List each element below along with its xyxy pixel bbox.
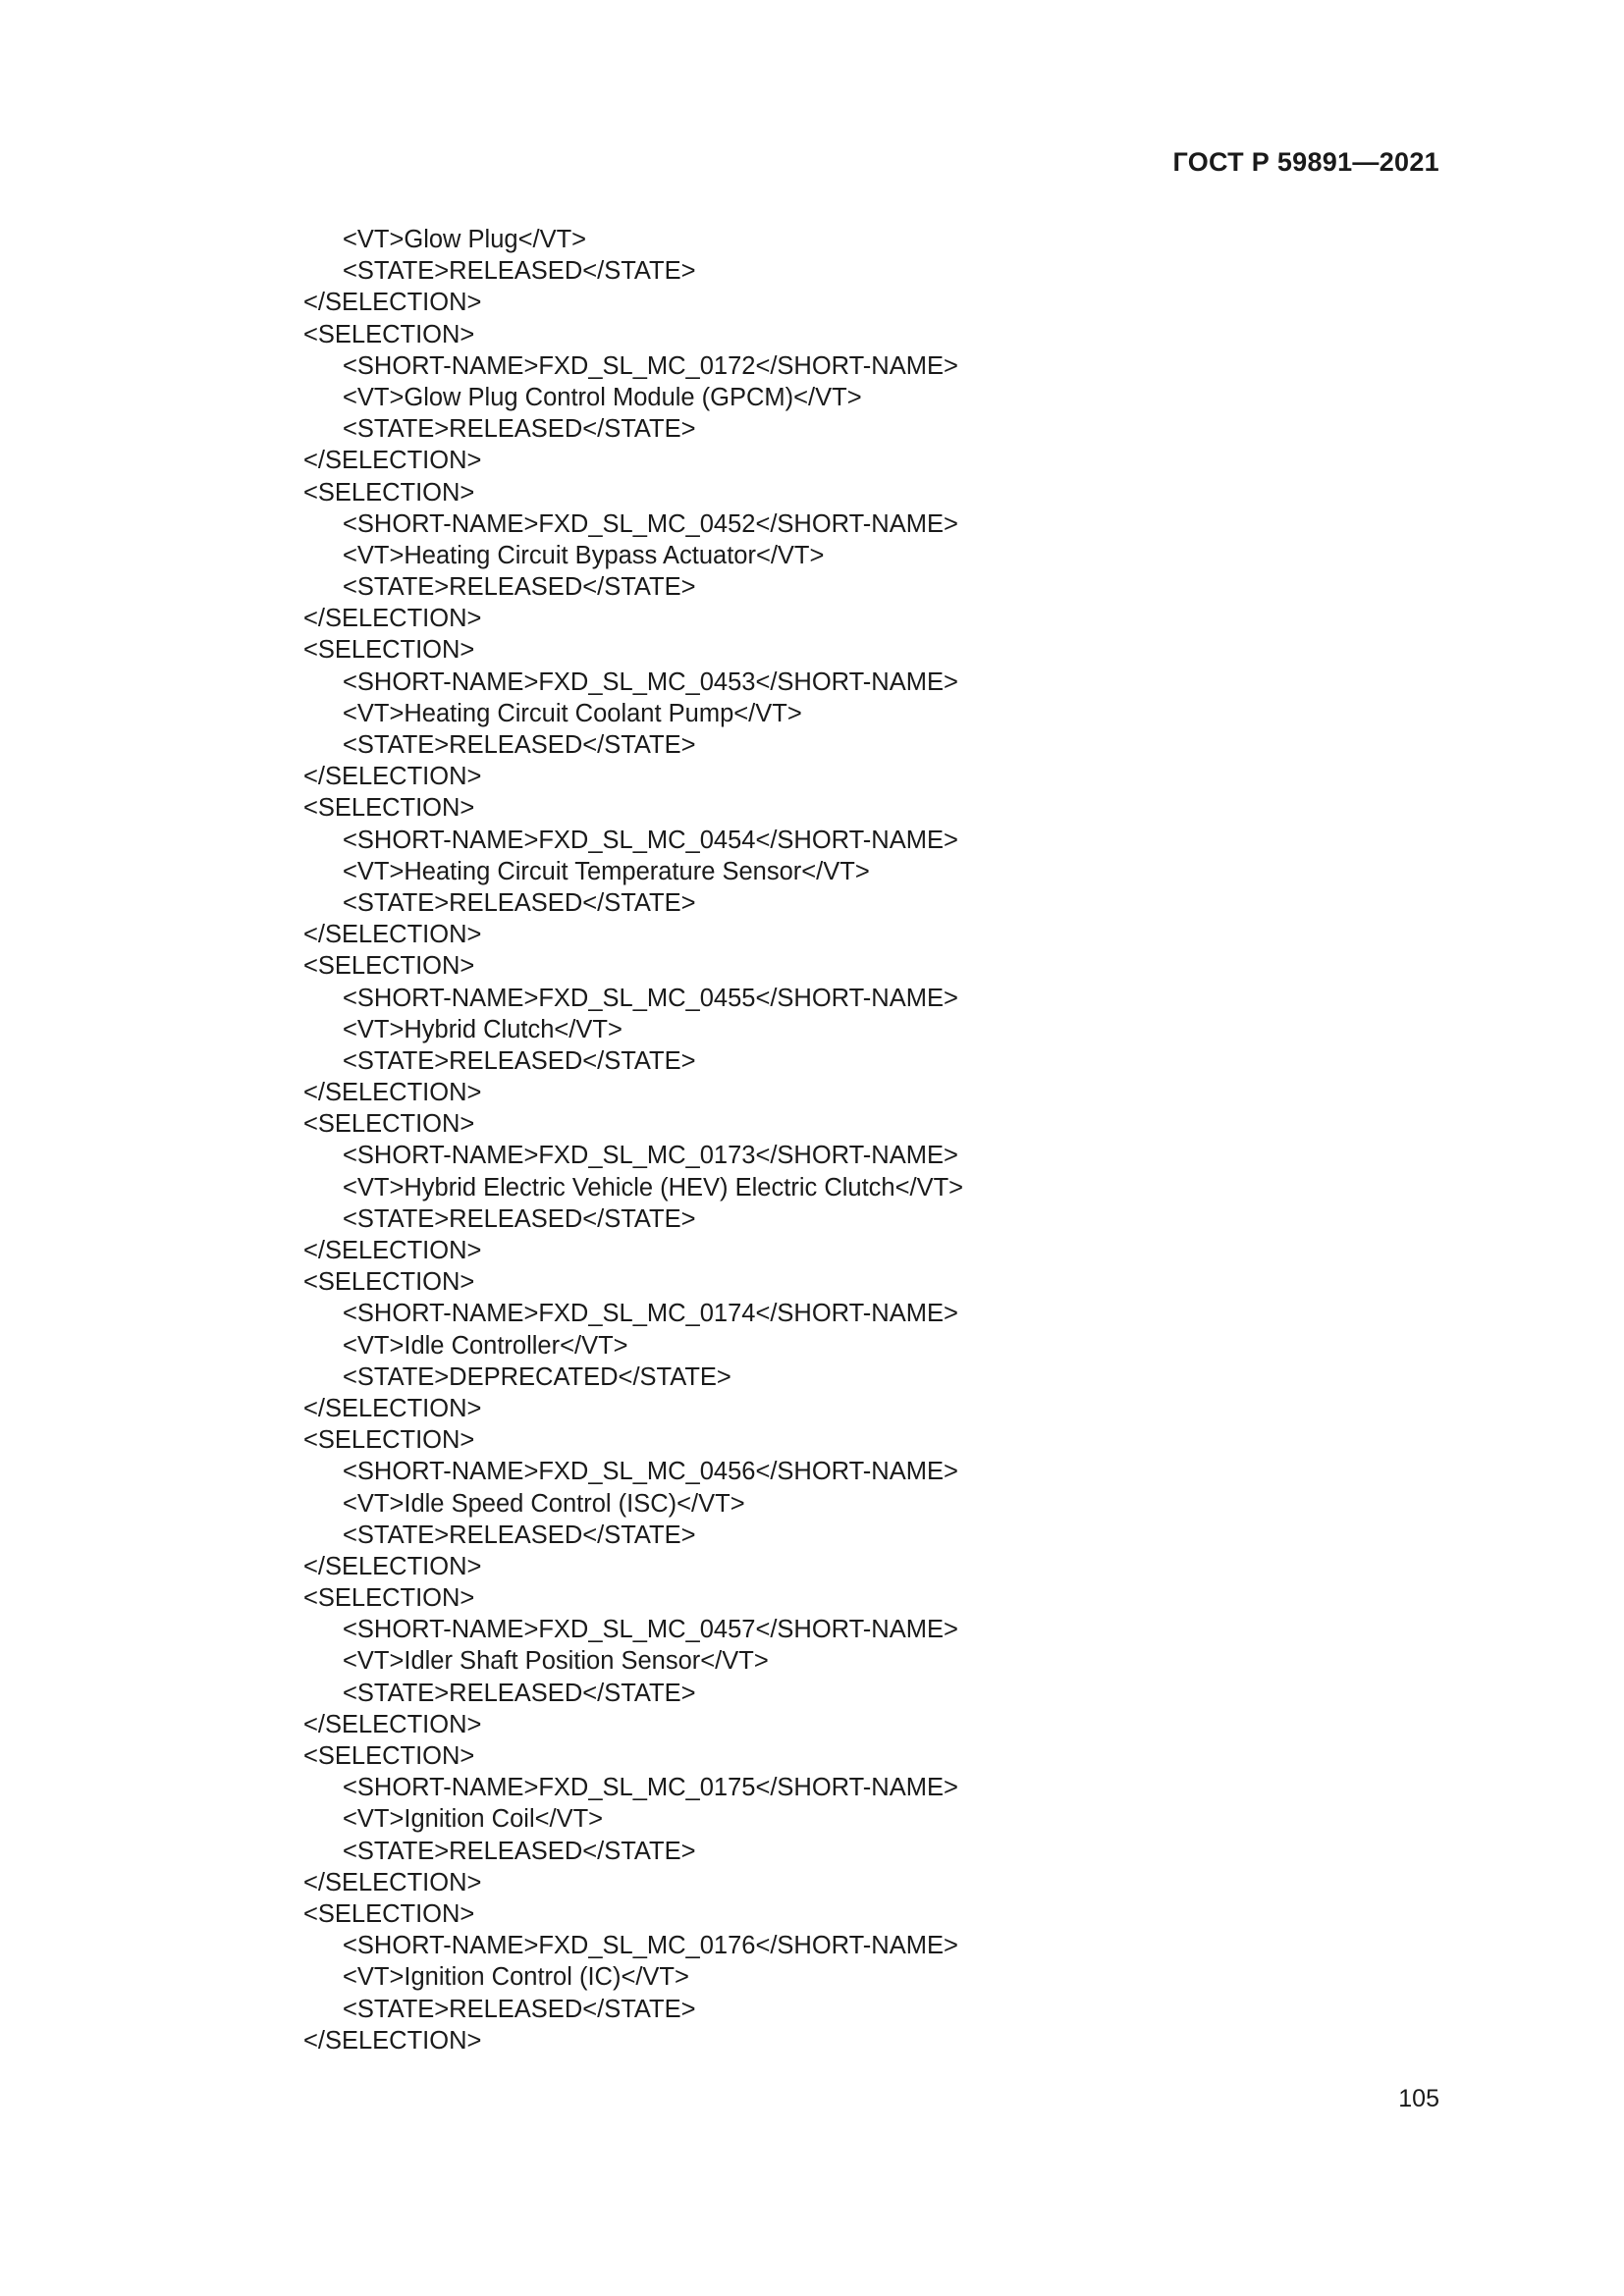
code-line: <STATE>RELEASED</STATE> [343,1837,696,1865]
code-line: <SHORT-NAME>FXD_SL_MC_0172</SHORT-NAME> [343,351,958,380]
code-line: </SELECTION> [303,1394,482,1422]
code-line: <SHORT-NAME>FXD_SL_MC_0455</SHORT-NAME> [343,984,958,1012]
code-line: </SELECTION> [303,605,482,633]
code-line: <SELECTION> [303,1426,475,1455]
code-line: <SHORT-NAME>FXD_SL_MC_0453</SHORT-NAME> [343,667,958,696]
code-line: </SELECTION> [303,2026,482,2055]
code-line: <SHORT-NAME>FXD_SL_MC_0173</SHORT-NAME> [343,1142,958,1170]
code-line: <SHORT-NAME>FXD_SL_MC_0176</SHORT-NAME> [343,1932,958,1960]
code-line: <SELECTION> [303,320,475,348]
code-line: <STATE>RELEASED</STATE> [343,415,696,444]
code-line: <STATE>RELEASED</STATE> [343,1679,696,1707]
code-line: </SELECTION> [303,1079,482,1107]
code-line: <STATE>RELEASED</STATE> [343,888,696,917]
code-line: <STATE>RELEASED</STATE> [343,1204,696,1233]
code-line: <VT>Heating Circuit Bypass Actuator</VT> [343,541,825,569]
code-line: <STATE>RELEASED</STATE> [343,573,696,602]
code-line: <STATE>RELEASED</STATE> [343,731,696,759]
code-line: <SELECTION> [303,1268,475,1297]
code-line: <VT>Idler Shaft Position Sensor</VT> [343,1647,769,1676]
code-line: <SELECTION> [303,478,475,507]
xml-listing [303,224,963,2056]
code-line: <VT>Idle Controller</VT> [343,1331,628,1360]
code-line: </SELECTION> [303,447,482,475]
code-line: <VT>Hybrid Clutch</VT> [343,1015,623,1043]
code-line: <SELECTION> [303,1742,475,1770]
code-line: </SELECTION> [303,289,482,317]
code-line: <STATE>RELEASED</STATE> [343,1995,696,2023]
code-line: <VT>Glow Plug</VT> [343,226,587,253]
code-line: <VT>Ignition Coil</VT> [343,1805,604,1834]
code-line: <SHORT-NAME>FXD_SL_MC_0174</SHORT-NAME> [343,1300,958,1328]
code-line: <SELECTION> [303,1899,475,1928]
code-line: <VT>Heating Circuit Temperature Sensor</VT> [343,857,870,885]
code-line: <SHORT-NAME>FXD_SL_MC_0175</SHORT-NAME> [343,1774,958,1802]
code-line: <SELECTION> [303,1110,475,1139]
code-line: <SELECTION> [303,1584,475,1613]
code-line: </SELECTION> [303,763,482,791]
page-number: 105 [1398,2085,1439,2112]
code-line: </SELECTION> [303,1552,482,1580]
code-line: <STATE>RELEASED</STATE> [343,1521,696,1549]
code-line: <SELECTION> [303,794,475,823]
code-line: <VT>Glow Plug Control Module (GPCM)</VT> [343,383,862,411]
code-line: <VT>Ignition Control (IC)</VT> [343,1963,689,1992]
code-line: <VT>Heating Circuit Coolant Pump</VT> [343,699,802,727]
code-line: <STATE>DEPRECATED</STATE> [343,1362,731,1391]
code-line: <VT>Idle Speed Control (ISC)</VT> [343,1489,745,1518]
code-line: </SELECTION> [303,1710,482,1738]
code-line: <SELECTION> [303,952,475,981]
code-line: <STATE>RELEASED</STATE> [343,1046,696,1075]
code-line: </SELECTION> [303,1868,482,1896]
code-line: <VT>Hybrid Electric Vehicle (HEV) Electric Clutch</VT> [343,1173,964,1201]
code-line: <SHORT-NAME>FXD_SL_MC_0452</SHORT-NAME> [343,509,958,538]
code-line: </SELECTION> [303,921,482,949]
code-line: </SELECTION> [303,1237,482,1264]
code-line: <SHORT-NAME>FXD_SL_MC_0454</SHORT-NAME> [343,826,958,854]
code-line: <SELECTION> [303,636,475,665]
document-header: ГОСТ Р 59891—2021 [1172,147,1439,177]
code-line: <SHORT-NAME>FXD_SL_MC_0456</SHORT-NAME> [343,1458,958,1486]
code-line: <SHORT-NAME>FXD_SL_MC_0457</SHORT-NAME> [343,1616,958,1644]
code-line: <STATE>RELEASED</STATE> [343,257,696,286]
